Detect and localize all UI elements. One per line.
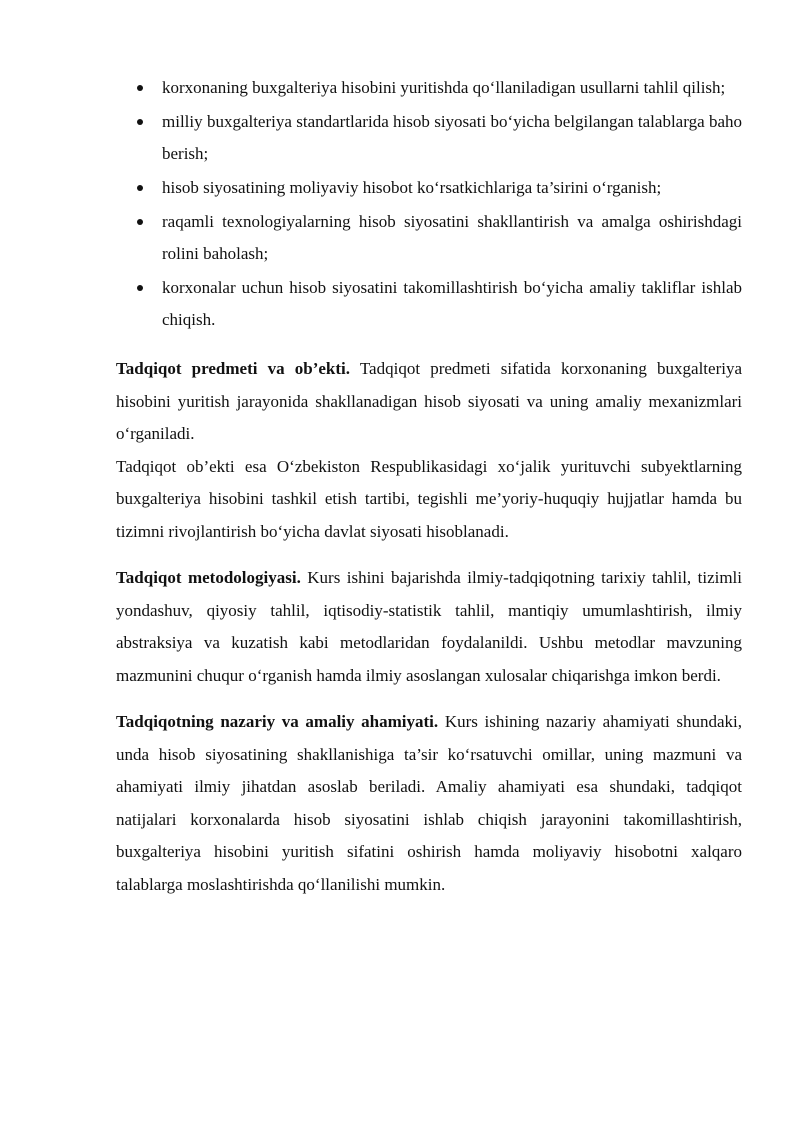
list-item-text: raqamli texnologiyalarning hisob siyosatini shakllantirish va amalga oshirishdagi rolini baholash;	[162, 212, 742, 263]
list-item	[116, 272, 742, 336]
subject-text-a: Tadqiqot predmeti sifatida korxonaning buxgalteriya hisobini yuritish jarayonida shakllanadigan hisob siyosati va uning amaliy mexanizmlari o‘rganiladi.	[116, 359, 742, 443]
bullet-icon	[137, 185, 143, 191]
bullet-icon	[137, 285, 143, 291]
list-item	[116, 206, 742, 270]
significance-text: Kurs ishining nazariy ahamiyati shundaki, unda hisob siyosatining shakllanishiga ta’sir ko‘rsatuvchi omillar, uning mazmuni va ahamiyati ilmiy jihatdan asoslab beriladi. Amaliy ahamiyati esa shundaki, tadqiqot natijalari korxonalarda hisob siyosatini ishlab chiqish jarayonini takomillashtirish, buxgalteriya hisobini yuritish sifatini oshirish hamda moliyaviy hisobotni xalqaro talablarga moslashtirishda qo‘llanilishi mumkin.	[116, 712, 742, 894]
list-item-text: milliy buxgalteriya standartlarida hisob siyosati bo‘yicha belgilangan talablarga baho berish;	[162, 112, 742, 163]
list-item-text: hisob siyosatining moliyaviy hisobot ko‘rsatkichlariga ta’sirini o‘rganish;	[162, 178, 662, 197]
methodology-paragraph	[116, 562, 742, 692]
list-item	[116, 106, 742, 170]
list-item-text: korxonaning buxgalteriya hisobini yuritishda qo‘llaniladigan usullarni tahlil qilish;	[162, 78, 726, 97]
subject-heading: Tadqiqot predmeti va ob’ekti.	[116, 359, 351, 378]
list-item	[116, 72, 742, 104]
subject-first-part	[116, 359, 742, 443]
subject-text-b: Tadqiqot ob’ekti esa O‘zbekiston Respublikasidagi xo‘jalik yurituvchi subyektlarning buxgalteriya hisobini tashkil etish tartibi, tegishli me’yoriy-huquqiy hujjatlar hamda bu tizimni rivojlantirish bo‘yicha davlat siyosati hisoblanadi.	[116, 456, 742, 541]
bullet-icon	[137, 219, 143, 225]
bullet-icon	[137, 85, 143, 91]
methodology-heading: Tadqiqot metodologiyasi.	[116, 568, 301, 587]
significance-heading: Tadqiqotning nazariy va amaliy ahamiyati.	[116, 712, 439, 731]
list-item	[116, 172, 742, 204]
document-page	[116, 72, 742, 901]
subject-paragraph	[116, 353, 742, 548]
list-item-text: korxonalar uchun hisob siyosatini takomillashtirish bo‘yicha amaliy takliflar ishlab chiqish.	[162, 278, 742, 329]
significance-paragraph	[116, 706, 742, 901]
methodology-text: Kurs ishini bajarishda ilmiy-tadqiqotning tarixiy tahlil, tizimli yondashuv, qiyosiy tahlil, iqtisodiy-statistik tahlil, mantiqiy umumlashtirish, ilmiy abstraksiya va kuzatish kabi metodlaridan foydalanildi. Ushbu metodlar mavzuning mazmunini chuqur o‘rganish hamda ilmiy asoslangan xulosalar chiqarishga imkon berdi.	[116, 568, 743, 685]
objectives-list	[116, 72, 742, 336]
bullet-icon	[137, 119, 143, 125]
